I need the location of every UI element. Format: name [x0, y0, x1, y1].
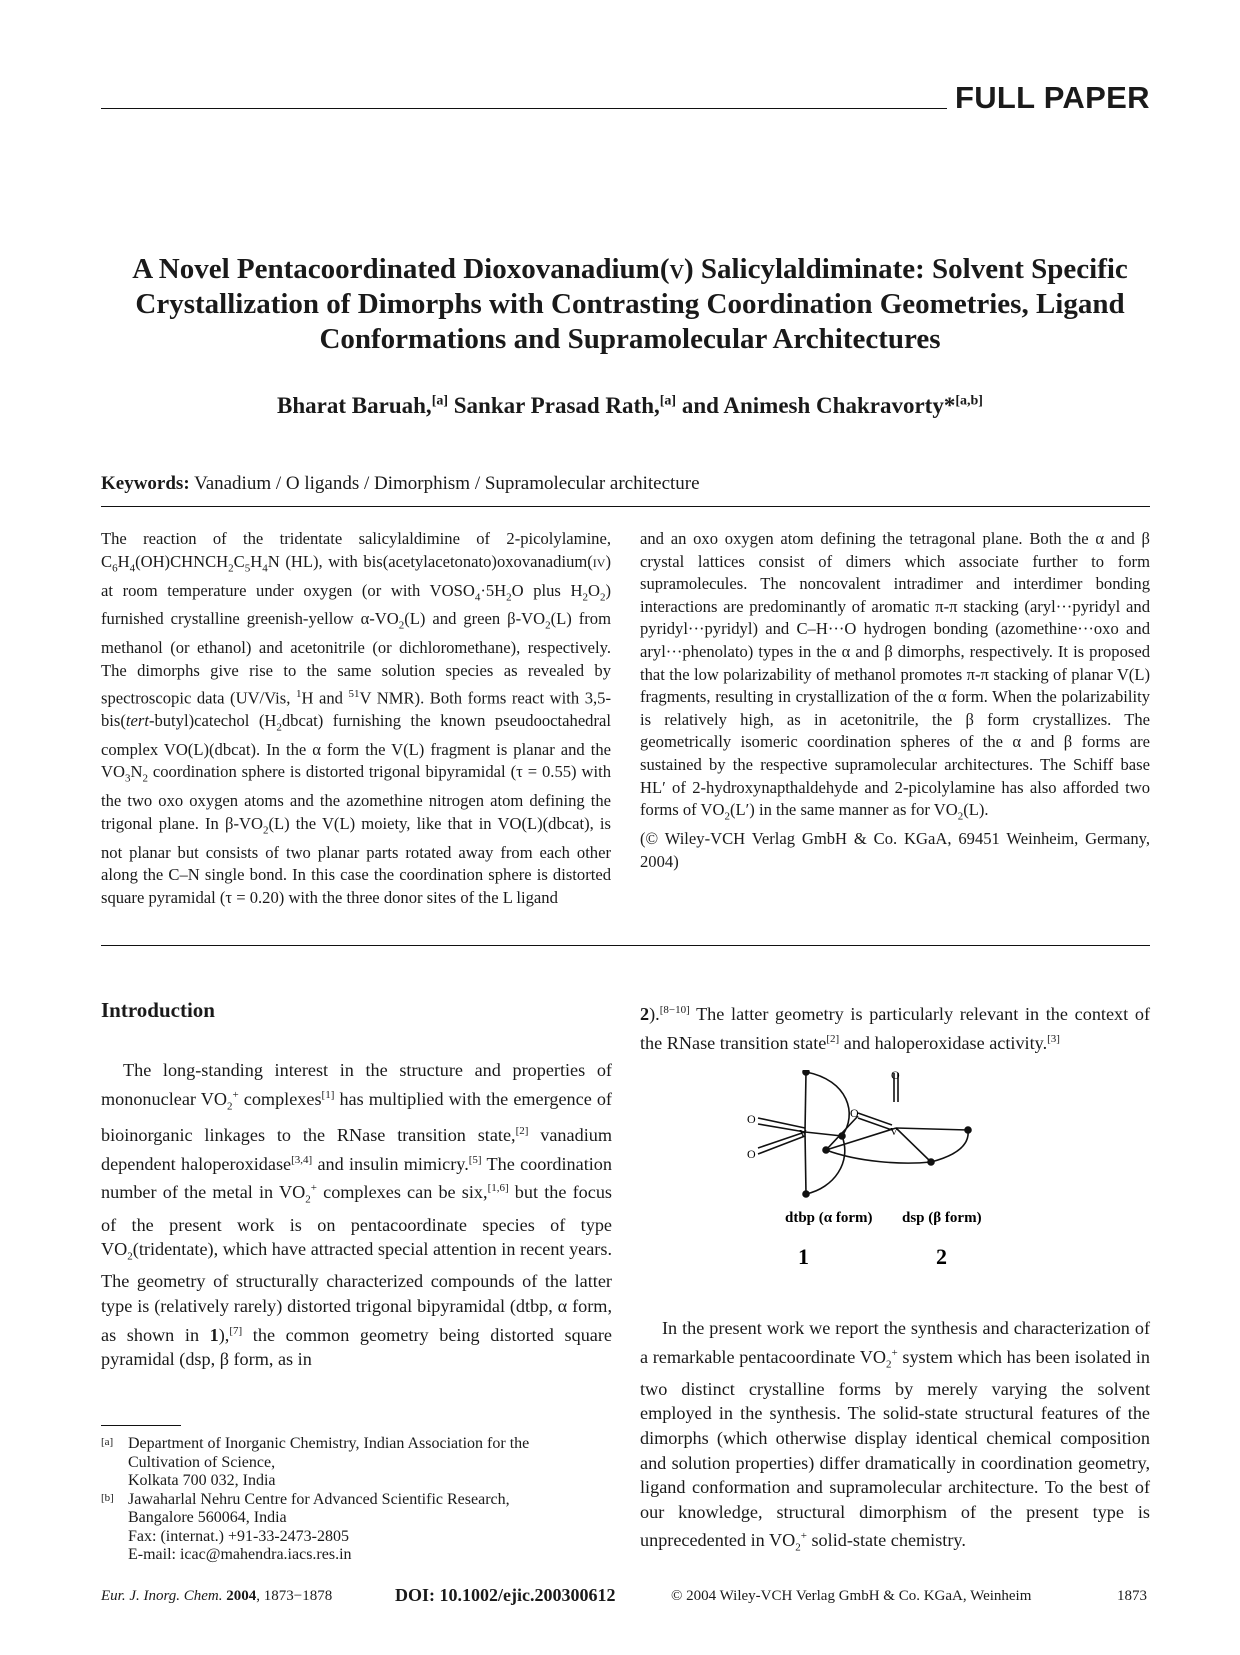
- keywords-rule: [101, 506, 1150, 507]
- keywords: [101, 473, 700, 495]
- footnote-line: Department of Inorganic Chemistry, Indian Association for the: [128, 1435, 530, 1452]
- author-name: and Animesh Chakravorty*: [681, 393, 956, 418]
- atom-label: O: [891, 1070, 900, 1082]
- author-affiliation: [a,b]: [955, 393, 983, 409]
- atom-label: V: [890, 1126, 898, 1138]
- journal-year: 2004: [226, 1588, 257, 1604]
- section-heading: Introduction: [101, 998, 215, 1022]
- compound-number-1: 1: [798, 1244, 809, 1269]
- footnote: [101, 1491, 621, 1565]
- footnote-line: Cultivation of Science,: [128, 1453, 276, 1471]
- header-rule: [101, 108, 947, 109]
- abstract-right-column: and an oxo oxygen atom defining the tetragonal plane. Both the α and β crystal lattices consist of dimers which associate further to form supramolecules. The noncovalent intradimer and interdimer bonding interactions are predominantly of aromatic π-π stacking (aryl···pyridyl and pyridyl···pyridyl) and C–H···O hydrogen bonding (azomethine···oxo and aryl···phenolato) types in the α and β dimorphs, respectively. It is proposed that the low polarizability of methanol promotes π-π stacking of planar V(L) fragments, resulting in crystallization of the α form. When the polarizability is relatively high, as in acetonitrile, the β form crystallizes. The geometrically isomeric coordination spheres of the α and β forms are sustained by the respective supramolecular architectures. The Schiff base HL′ of 2-hydroxynapthaldehyde and 2-picolylamine has also afforded two forms of $VO_2(L')$ in the same manner as for $VO_2(L)$. (© Wiley-VCH Verlag GmbH & Co. KGaA, 69451 Weinheim, Germany, 2004): [640, 529, 1150, 871]
- doi-link[interactable]: DOI: 10.1002/ejic.200300612: [395, 1585, 616, 1605]
- abstract-left-column: The reaction of the tridentate salicylaldimine of 2-picolylamine, $C_6H_4(OH)CHNCH_2C_5H_4N$ (HL), with bis(acetylacetonato)oxovanadium(iv) at room temperature under oxygen (or with $VOSO_4\cdot 5H_2O$ plus $H_2O_2$) furnished crystalline greenish-yellow $\alpha-VO_2(L)$ and green $\beta-VO_2(L)$ from methanol (or ethanol) and acetonitrile (or dichloromethane), respectively. The dimorphs give rise to the same solution species as revealed by spectroscopic data (UV/Vis, $^1$H and $^{51}$V NMR). Both forms react with 3,5-bis(tert-butyl)catechol $(H_2dbcat)$ furnishing the known pseudooctahedral complex VO(L)(dbcat). In the α form the V(L) fragment is planar and the $VO_3N_2$ coordination sphere is distorted trigonal bipyramidal (τ = 0.55) with the two oxo oxygen atoms and the azomethine nitrogen atom defining the trigonal plane. In $\beta-VO_2(L)$ the V(L) moiety, like that in VO(L)(dbcat), is not planar but consists of two planar parts rotated away from each other along the C–N single bond. In this case the coordination sphere is distorted square pyramidal (τ = 0.20) with the three donor sites of the L ligand: [101, 529, 611, 907]
- author-name: Bharat Baruah,: [277, 393, 432, 418]
- abstract-rule: [101, 945, 1150, 946]
- compound-number-2: 2: [936, 1244, 947, 1269]
- keywords-label: Keywords:: [101, 473, 190, 494]
- footnotes: [101, 1435, 621, 1565]
- structure-figure: [730, 1070, 1060, 1280]
- page-number: 1873: [1117, 1588, 1147, 1604]
- article-title: A Novel Pentacoordinated Dioxovanadium(v) Salicylaldiminate: Solvent Specific Crystallization of Dimorphs with Contrasting Coordination Geometries, Ligand Conformations and Supramolecular Architectures: [132, 253, 1128, 355]
- footnote-line: E-mail: icac@mahendra.iacs.res.in: [128, 1546, 352, 1563]
- intro-paragraph: The long-standing interest in the structure and properties of mononuclear $VO_2^+$ complexes[1] has multiplied with the emergence of bioinorganic linkages to the RNase transition state,[2] vanadium dependent haloperoxidase[3,4] and insulin mimicry.[5] The coordination number of the metal in $VO_2^+$ complexes can be six,[1,6] but the focus of the present work is on pentacoordinate species of type $VO_2(tridentate)$, which have attracted special attention in recent years. The geometry of structurally characterized compounds of the latter type is (relatively rarely) distorted trigonal bipyramidal (dtbp, α form, as shown in 1),[7] the common geometry being distorted square pyramidal (dsp, β form, as in: [101, 1060, 612, 1370]
- footnote-label: [b]: [101, 1491, 114, 1504]
- figure-caption-2: dsp (β form): [902, 1210, 982, 1226]
- atom-label: O: [850, 1106, 859, 1120]
- author-affiliation: [a]: [659, 393, 677, 409]
- footnote-line: Fax: (internat.) +91-33-2473-2805: [128, 1527, 349, 1545]
- author-name: Sankar Prasad Rath,: [453, 393, 660, 418]
- atom-label: O: [747, 1147, 756, 1161]
- footnote-label: [a]: [101, 1436, 114, 1448]
- author-list: [120, 393, 1140, 419]
- author-affiliation: [a]: [431, 393, 449, 409]
- atom-label: V: [799, 1128, 807, 1140]
- figure-caption-1: dtbp (α form): [785, 1210, 873, 1226]
- footnote: [101, 1435, 621, 1491]
- intro-paragraph-continued: 2).[8−10] The latter geometry is particularly relevant in the context of the RNase transition state[2] and haloperoxidase activity.[3]: [640, 1004, 1150, 1053]
- intro-paragraph: In the present work we report the synthesis and characterization of a remarkable pentacoordinate $VO_2^+$ system which has been isolated in two distinct crystalline forms by merely varying the solvent employed in the synthesis. The solid-state structural features of the dimorphs (which otherwise display identical chemical composition and solution properties) differ dramatically in coordination geometry, ligand conformation and supramolecular architecture. To the best of our knowledge, structural dimorphism of the present type is unprecedented in $VO_2^+$ solid-state chemistry.: [640, 1318, 1150, 1555]
- footnote-line: Bangalore 560064, India: [128, 1509, 287, 1526]
- section-label: FULL PAPER: [955, 80, 1150, 115]
- footnote-line: Jawaharlal Nehru Centre for Advanced Scientific Research,: [128, 1490, 510, 1508]
- journal-pages: , 1873−1878: [256, 1588, 333, 1604]
- journal-citation: [101, 1588, 332, 1605]
- footnote-line: Kolkata 700 032, India: [128, 1472, 276, 1489]
- journal-name: Eur. J. Inorg. Chem.: [101, 1588, 223, 1604]
- copyright-notice: © 2004 Wiley-VCH Verlag GmbH & Co. KGaA, Weinheim: [671, 1588, 1032, 1604]
- keywords-text: Vanadium / O ligands / Dimorphism / Supramolecular architecture: [194, 473, 700, 494]
- footnote-rule: [101, 1425, 181, 1426]
- atom-label: O: [747, 1112, 756, 1126]
